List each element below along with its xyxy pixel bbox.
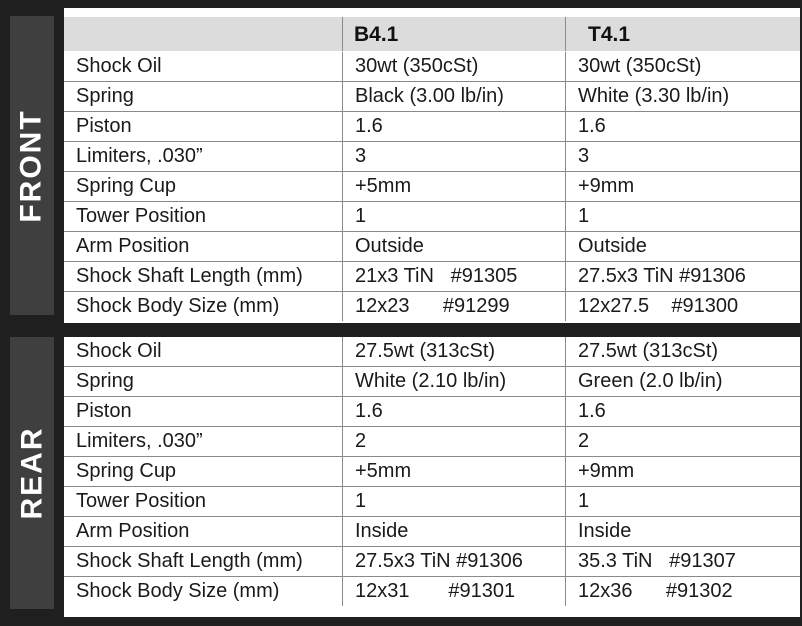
t41-value-cell: Inside	[566, 517, 801, 547]
t41-value-cell: 27.5x3 TiN #91306	[566, 262, 801, 292]
b41-value-cell: White (2.10 lb/in)	[343, 367, 566, 397]
t41-value-cell: 1.6	[566, 112, 801, 142]
table-row	[64, 457, 800, 487]
column-header-t41: T4.1	[588, 23, 631, 46]
b41-value-cell: 1	[343, 202, 566, 232]
param-cell: Piston	[64, 112, 343, 142]
table-row	[64, 292, 800, 322]
b41-value-cell: +5mm	[343, 457, 566, 487]
table-row	[64, 232, 800, 262]
front-section	[64, 52, 800, 321]
header-separator	[565, 17, 566, 51]
table-row	[64, 52, 800, 82]
t41-value-cell: Green (2.0 lb/in)	[566, 367, 801, 397]
top-border	[0, 0, 802, 8]
t41-value-cell: 3	[566, 142, 801, 172]
b41-value-cell: 27.5wt (313cSt)	[343, 337, 566, 367]
t41-value-cell: Outside	[566, 232, 801, 262]
table-row	[64, 337, 800, 367]
rear-label-box	[10, 337, 54, 609]
param-cell: Shock Body Size (mm)	[76, 295, 280, 317]
table-row	[64, 427, 800, 457]
param-cell: Tower Position	[64, 202, 343, 232]
b41-value-cell: 27.5x3 TiN #91306	[343, 547, 566, 577]
param-cell: Limiters, .030”	[64, 142, 343, 172]
param-cell: Arm Position	[64, 232, 343, 262]
rear-section	[64, 337, 800, 606]
b41-value-cell: +5mm	[343, 172, 566, 202]
t41-value-cell: 27.5wt (313cSt)	[566, 337, 801, 367]
b41-value-cell: 21x3 TiN #91305	[343, 262, 566, 292]
b41-value-cell: 1.6	[343, 397, 566, 427]
header-separator	[342, 17, 343, 51]
table-row	[64, 142, 800, 172]
param-cell: Arm Position	[64, 517, 343, 547]
table-row	[64, 577, 800, 607]
param-cell: Piston	[64, 397, 343, 427]
table-row	[64, 262, 800, 292]
param-cell: Shock Oil	[64, 52, 343, 82]
rear-side-band	[0, 337, 64, 617]
table-row	[64, 487, 800, 517]
table-row	[64, 112, 800, 142]
t41-value-cell: +9mm	[566, 457, 801, 487]
param-cell: Spring	[64, 367, 343, 397]
b41-value-cell: Black (3.00 lb/in)	[343, 82, 566, 112]
param-cell: Spring Cup	[64, 172, 343, 202]
table-row	[64, 82, 800, 112]
rear-table	[64, 337, 800, 606]
table-row	[64, 367, 800, 397]
b41-value-cell: 1	[343, 487, 566, 517]
b41-value-cell: 12x23 #91299	[343, 292, 566, 322]
rear-label: REAR	[15, 426, 49, 520]
section-divider	[0, 323, 802, 337]
t41-value-cell: 30wt (350cSt)	[566, 52, 801, 82]
b41-value-cell: Outside	[343, 232, 566, 262]
b41-value-cell: 3	[343, 142, 566, 172]
param-cell: Shock Shaft Length (mm)	[64, 262, 343, 292]
t41-value-cell: 35.3 TiN #91307	[566, 547, 801, 577]
t41-value-cell: 12x27.5 #91300	[566, 292, 801, 322]
param-cell: Shock Oil	[64, 337, 343, 367]
front-table	[64, 52, 800, 321]
table-row	[64, 547, 800, 577]
b41-value-cell: Inside	[343, 517, 566, 547]
table-row	[64, 172, 800, 202]
param-cell: Spring	[64, 82, 343, 112]
t41-value-cell: White (3.30 lb/in)	[566, 82, 801, 112]
t41-value-cell: +9mm	[566, 172, 801, 202]
param-cell: Spring Cup	[64, 457, 343, 487]
t41-value-cell: 1	[566, 487, 801, 517]
table-row	[64, 517, 800, 547]
b41-value-cell: 12x31 #91301	[343, 577, 566, 607]
t41-value-cell: 12x36 #91302	[566, 577, 801, 607]
table-row	[64, 397, 800, 427]
param-cell: Shock Shaft Length (mm)	[64, 547, 343, 577]
param-cell: Limiters, .030”	[64, 427, 343, 457]
t41-value-cell: 1	[566, 202, 801, 232]
param-cell: Tower Position	[64, 487, 343, 517]
column-header-row	[64, 17, 800, 51]
bottom-border	[0, 617, 802, 626]
front-side-band	[0, 8, 64, 323]
param-cell: Shock Body Size (mm)	[76, 580, 280, 602]
column-header-b41: B4.1	[354, 23, 399, 46]
table-row	[64, 202, 800, 232]
t41-value-cell: 2	[566, 427, 801, 457]
front-label-box	[10, 16, 54, 315]
b41-value-cell: 1.6	[343, 112, 566, 142]
front-label: FRONT	[15, 108, 49, 223]
b41-value-cell: 30wt (350cSt)	[343, 52, 566, 82]
t41-value-cell: 1.6	[566, 397, 801, 427]
b41-value-cell: 2	[343, 427, 566, 457]
